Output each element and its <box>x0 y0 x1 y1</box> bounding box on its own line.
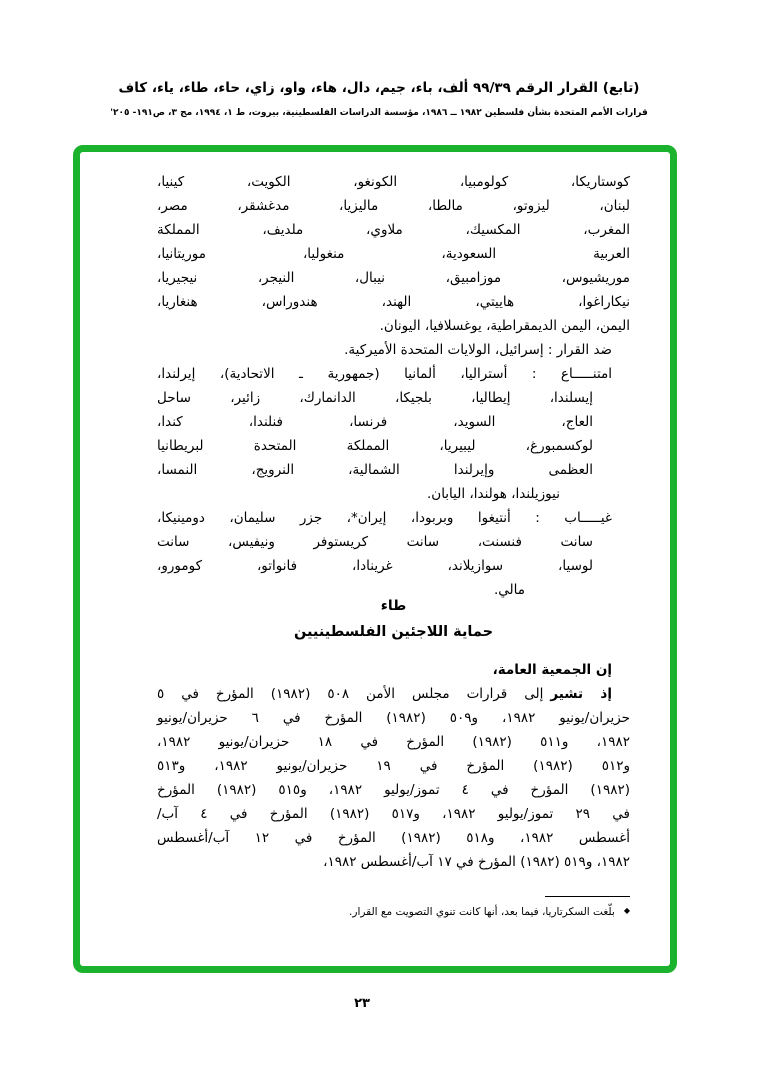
resolution-paragraph-line: في ٢٩ تموز/يوليو ١٩٨٢، و٥١٧ (١٩٨٢) المؤرخ في ٤ آب/ <box>157 806 630 822</box>
resolution-intro: إن الجمعية العامة، <box>492 662 612 678</box>
in-favor-line: موريشيوس، موزامبيق، نيبال، النيجر، نيجيريا، <box>157 270 630 286</box>
footnote-text: بلّغت السكرتاريا، فيما بعد، أنها كانت تنوي التصويت مع القرار. <box>349 906 615 918</box>
footnote-marker-icon: ◆ <box>623 906 630 915</box>
in-favor-line: كوستاريكا، كولومبيا، الكونغو، الكويت، كينيا، <box>157 174 630 190</box>
in-favor-line: اليمن، اليمن الديمقراطية، يوغسلافيا، اليونان. <box>379 318 630 334</box>
page-number: ٢٣ <box>354 996 370 1011</box>
abstain-line: العاج، السويد، فرنسا، فنلندا، كندا، <box>157 414 593 430</box>
abstain-line: إيسلندا، إيطاليا، بلجيكا، الدانمارك، زائير، ساحل <box>157 390 593 406</box>
resolution-paragraph-line: ١٩٨٢، و٥١٩ (١٩٨٢) المؤرخ في ١٧ آب/أغسطس ١٩٨٢، <box>323 854 630 870</box>
absent-line: لوسيا، سوازيلاند، غرينادا، فانواتو، كومورو، <box>157 558 593 574</box>
in-favor-line: المغرب، المكسيك، ملاوي، ملديف، المملكة <box>157 222 630 238</box>
in-favor-line: لبنان، ليزوتو، مالطا، ماليزيا، مدغشقر، مصر، <box>157 198 630 214</box>
resolution-paragraph-line: (١٩٨٢) المؤرخ في ٤ تموز/يوليو ١٩٨٢، و٥١٥ (١٩٨٢) المؤرخ <box>157 782 630 798</box>
resolution-line-text: إلى قرارات مجلس الأمن ٥٠٨ (١٩٨٢) المؤرخ في ٥ <box>157 686 544 702</box>
resolution-paragraph-line: أغسطس ١٩٨٢، و٥١٨ (١٩٨٢) المؤرخ في ١٢ آب/أغسطس <box>157 830 630 846</box>
absent-line: غيـــــاب : أنتيغوا وبربودا، إيران*، جزر سليمان، دومينيكا، <box>157 510 612 526</box>
header-source: قرارات الأمم المتحدة بشأن فلسطين ١٩٨٢ ــ ١٩٨٦، مؤسسة الدراسات الفلسطينية، بيروت، ط ١، ١٩٩٤، مج ٣، ص١٩١- ٢٠٥' <box>110 108 648 118</box>
abstain-line: نيوزيلندا، هولندا، اليابان. <box>426 486 560 502</box>
header-title: (تابع) القرار الرقم ٩٩/٣٩ ألف، باء، جيم، دال، هاء، واو، زاي، حاء، طاء، ياء، كاف <box>118 80 640 96</box>
footnote-rule <box>545 896 630 897</box>
resolution-lead-words: إذ تشير <box>550 686 612 702</box>
page-header <box>0 78 758 120</box>
in-favor-line: نيكاراغوا، هاييتي، الهند، هندوراس، هنغاريا، <box>157 294 630 310</box>
abstain-line: امتنـــــاع : أستراليا، ألمانيا (جمهورية ـ الاتحادية)، إيرلندا، <box>157 366 612 382</box>
footnote <box>157 903 630 920</box>
section-title: حماية اللاجئين الفلسطينيين <box>293 624 494 640</box>
resolution-paragraph-line: و٥١٢ (١٩٨٢) المؤرخ في ١٩ حزيران/يونيو ١٩٨٢، و٥١٣ <box>157 758 630 774</box>
abstain-line: لوكسمبورغ، ليبيريا، المملكة المتحدة لبريطانيا <box>157 438 593 454</box>
document-body <box>157 170 630 920</box>
in-favor-line: العربية السعودية، منغوليا، موريتانيا، <box>157 246 630 262</box>
document-frame <box>73 145 677 973</box>
resolution-paragraph-line: ١٩٨٢، و٥١١ (١٩٨٢) المؤرخ في ١٨ حزيران/يونيو ١٩٨٢، <box>157 734 631 750</box>
absent-line: سانت فنسنت، سانت كريستوفر ونيفيس، سانت <box>157 534 593 550</box>
against-line: ضد القرار : إسرائيل، الولايات المتحدة الأميركية. <box>344 342 612 358</box>
resolution-paragraph-line: حزيران/يونيو ١٩٨٢، و٥٠٩ (١٩٨٢) المؤرخ في ٦ حزيران/يونيو <box>157 710 630 726</box>
section-letter: طاء <box>380 598 407 614</box>
resolution-paragraph-line <box>157 682 630 706</box>
abstain-line: العظمى وإيرلندا الشمالية، النرويج، النمسا، <box>157 462 593 478</box>
absent-line: مالي. <box>493 582 525 598</box>
